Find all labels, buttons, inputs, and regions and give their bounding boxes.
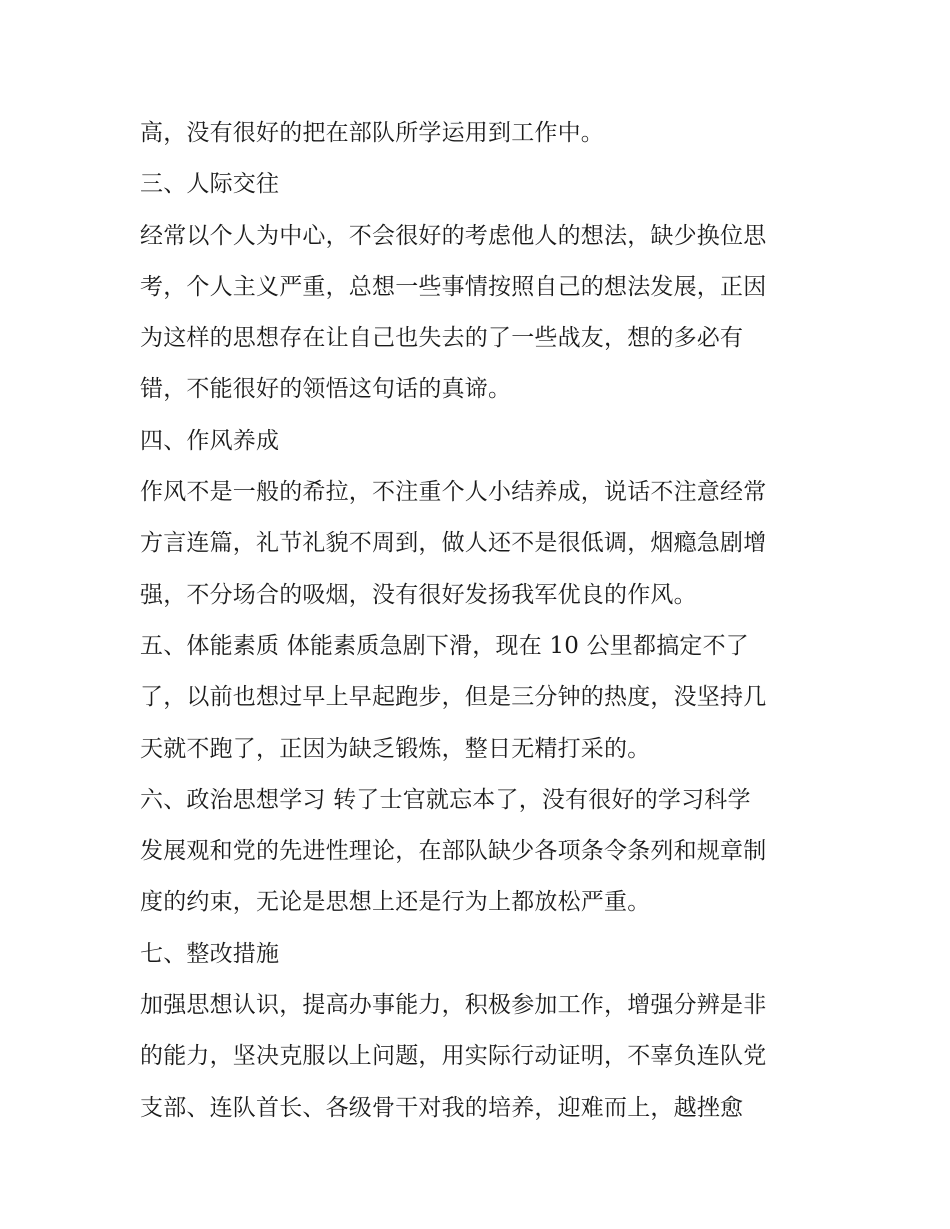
text-line: 强，不分场合的吸烟，没有很好发扬我军优良的作风。 [140,581,697,608]
text-line: 加强思想认识，提高办事能力，积极参加工作，增强分辨是非 [140,992,767,1019]
text-line: 六、政治思想学习 转了士官就忘本了，没有很好的学习科学 [140,786,751,813]
text-line: 了，以前也想过早上早起跑步，但是三分钟的热度，没坚持几 [140,684,767,711]
text-line: 方言连篇，礼节礼貌不周到，做人还不是很低调，烟瘾急剧增 [140,530,767,557]
text-line: 作风不是一般的希拉，不注重个人小结养成，说话不注意经常 [140,479,767,506]
document-body [140,108,820,1134]
text-line: 考，个人主义严重，总想一些事情按照自己的想法发展，正因 [140,273,767,300]
text-line: 高，没有很好的把在部队所学运用到工作中。 [140,120,604,146]
section-heading: 七、整改措施 [140,940,280,967]
text-line: 天就不跑了，正因为缺乏锻炼，整日无精打采的。 [140,735,651,762]
section-heading: 三、人际交往 [140,171,280,198]
text-line: 度的约束，无论是思想上还是行为上都放松严重。 [140,889,651,916]
text-line: 五、体能素质 体能素质急剧下滑，现在 10 公里都搞定不了 [140,632,749,659]
text-line: 错，不能很好的领悟这句话的真谛。 [140,376,512,403]
text-line: 的能力，坚决克服以上问题，用实际行动证明，不辜负连队党 [140,1043,767,1070]
text-line: 为这样的思想存在让自己也失去的了一些战友，想的多必有 [140,325,744,352]
text-line: 经常以个人为中心，不会很好的考虑他人的想法，缺少换位思 [140,222,767,249]
section-heading: 四、作风养成 [140,427,280,454]
text-line: 发展观和党的先进性理论，在部队缺少各项条令条列和规章制 [140,838,767,865]
text-line: 支部、连队首长、各级骨干对我的培养，迎难而上，越挫愈 [140,1094,744,1121]
